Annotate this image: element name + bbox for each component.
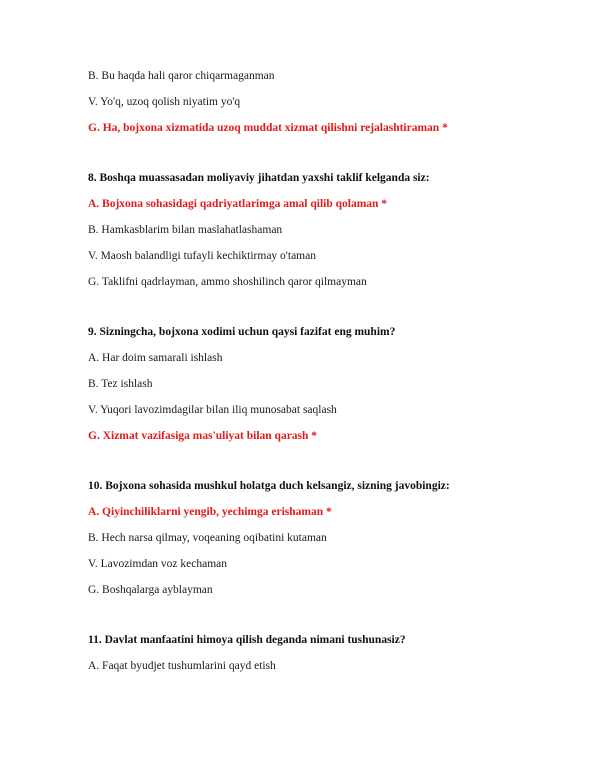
answer-option: V. Yuqori lavozimdagilar bilan iliq munosabat saqlash: [88, 404, 337, 416]
spacer: [88, 300, 568, 324]
spacer: [88, 146, 568, 170]
question-block: [88, 324, 568, 444]
spacer: [88, 454, 568, 478]
question-block: [88, 170, 568, 290]
answer-option: V. Lavozimdan voz kechaman: [88, 558, 228, 570]
answer-option: G. Boshqalarga ayblayman: [88, 584, 213, 596]
answer-option: B. Bu haqda hali qaror chiqarmaganman: [88, 70, 275, 82]
correct-answer-option: A. Bojxona sohasidagi qadriyatlarimga amal qilib qolaman *: [88, 198, 388, 210]
correct-answer-option: G. Xizmat vazifasiga mas'uliyat bilan qarash *: [88, 430, 318, 442]
spacer: [88, 608, 568, 632]
answer-option: V. Yo'q, uzoq qolish niyatim yo'q: [88, 96, 241, 108]
question-block: [88, 68, 568, 136]
answer-option: B. Tez ishlash: [88, 378, 153, 390]
question-text: 10. Bojxona sohasida mushkul holatga duch kelsangiz, sizning javobingiz:: [88, 480, 450, 492]
correct-answer-option: G. Ha, bojxona xizmatida uzoq muddat xizmat qilishni rejalashtiraman *: [88, 122, 448, 134]
answer-option: V. Maosh balandligi tufayli kechiktirmay o'taman: [88, 250, 316, 262]
question-text: 9. Sizningcha, bojxona xodimi uchun qaysi fazifat eng muhim?: [88, 326, 396, 338]
answer-option: A. Har doim samarali ishlash: [88, 352, 223, 364]
question-text: 11. Davlat manfaatini himoya qilish deganda nimani tushunasiz?: [88, 634, 406, 646]
question-block: [88, 478, 568, 598]
question-text: 8. Boshqa muassasadan moliyaviy jihatdan yaxshi taklif kelganda siz:: [88, 172, 430, 184]
answer-option: G. Taklifni qadrlayman, ammo shoshilinch qaror qilmayman: [88, 276, 367, 288]
correct-answer-option: A. Qiyinchiliklarni yengib, yechimga erishaman *: [88, 506, 332, 518]
answer-option: B. Hamkasblarim bilan maslahatlashaman: [88, 224, 283, 236]
question-block: [88, 632, 568, 674]
document-page: [88, 68, 568, 684]
answer-option: A. Faqat byudjet tushumlarini qayd etish: [88, 660, 276, 672]
answer-option: B. Hech narsa qilmay, voqeaning oqibatini kutaman: [88, 532, 327, 544]
